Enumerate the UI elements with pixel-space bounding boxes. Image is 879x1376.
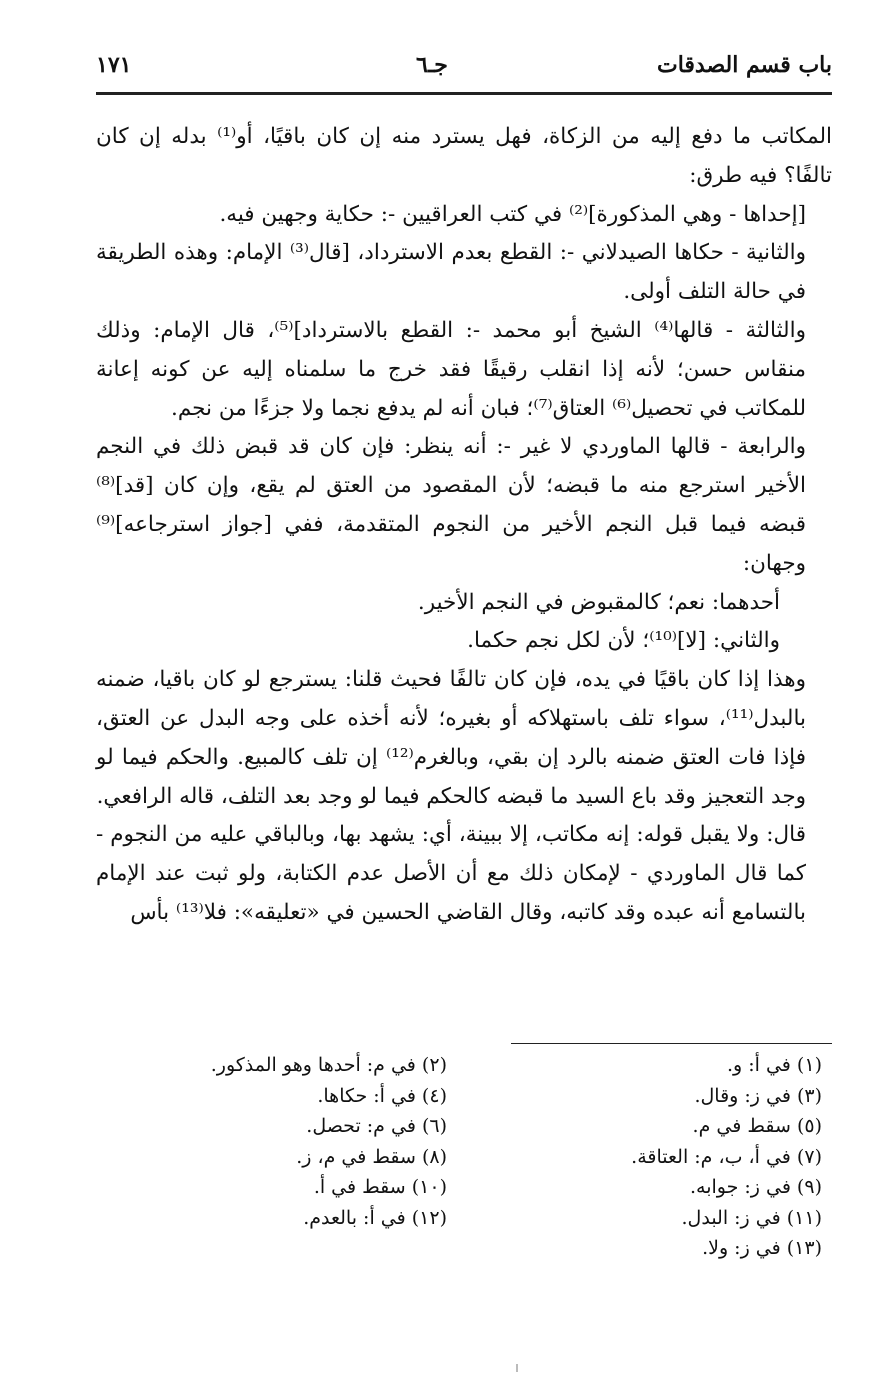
running-header [96, 48, 832, 88]
footnote: (١٠) سقط في أ. [313, 1176, 447, 1198]
footnote: (٥) سقط في م. [692, 1115, 822, 1137]
header-rule [96, 92, 832, 95]
footnote: (١) في أ: و. [727, 1054, 822, 1076]
footnote: (٣) في ز: وقال. [694, 1084, 822, 1107]
footnote: (١١) في ز: البدل. [681, 1206, 822, 1229]
paragraph: والثالثة - قالها⁽⁴⁾ الشيخ أبو محمد -: القطع بالاسترداد]⁽⁵⁾، قال الإمام: وذلك منقاس حسن؛ لأنه إذا انقلب رقيقًا فقد خرج ما سلمناه إليه عن كونه إعانة للمكاتب في تحصيل⁽⁶⁾ العتاق⁽⁷⁾؛ فبان أنه لم يدفع نجما ولا جزءًا من نجم. [96, 317, 806, 421]
paragraph: والثاني: [لا]⁽¹⁰⁾؛ لأن لكل نجم حكما. [467, 628, 780, 654]
volume-label: جـ٦ [416, 52, 448, 78]
paragraph: قال: ولا يقبل قوله: إنه مكاتب، إلا ببينة، أي: يشهد بها، وبالباقي عليه من النجوم - كما قال الماوردي - لإمكان ذلك مع أن الأصل عدم الكتابة، ولو ثبت عند الإمام بالتسامع أنه عبده وقد كاتبه، وقال القاضي الحسين في «تعليقه»: فلا⁽¹³⁾ بأس [96, 822, 806, 925]
footnote: (٢) في م: أحدها وهو المذكور. [210, 1054, 447, 1076]
paragraph: [إحداها - وهي المذكورة]⁽²⁾ في كتب العراقيين -: حكاية وجهين فيه. [219, 201, 806, 227]
footnote: (١٣) في ز: ولا. [702, 1237, 822, 1259]
footnote-rule [511, 1043, 832, 1044]
paragraph: والثانية - حكاها الصيدلاني -: القطع بعدم الاسترداد، [قال⁽³⁾ الإمام: وهذه الطريقة في حالة التلف أولى. [96, 240, 806, 305]
paragraph: المكاتب ما دفع إليه من الزكاة، فهل يسترد منه إن كان باقيًا، أو⁽¹⁾ بدله إن كان تالفًا؟ فيه طرق: [96, 124, 833, 188]
footnote: (٩) في ز: جوابه. [689, 1176, 822, 1198]
footnotes-right-column [462, 1050, 822, 1264]
footnote: (٤) في أ: حكاها. [317, 1084, 447, 1107]
footnote: (٨) سقط في م، ز. [296, 1145, 447, 1168]
footnotes-left-column [87, 1050, 447, 1233]
paragraph: أحدهما: نعم؛ كالمقبوض في النجم الأخير. [417, 589, 780, 615]
paragraph: والرابعة - قالها الماوردي لا غير -: أنه ينظر: فإن كان قد قبض ذلك في النجم الأخير استرجع منه ما قبضه؛ لأن المقصود من العتق لم يقع، وإن كان [قد]⁽⁸⁾ قبضه فيما قبل النجم الأخير من النجوم المتقدمة، ففي [جواز استرجاعه]⁽⁹⁾ وجهان: [96, 434, 806, 576]
footnote: (١٢) في أ: بالعدم. [303, 1206, 447, 1229]
footnote: (٦) في م: تحصل. [306, 1115, 447, 1137]
page-number: ١٧١ [96, 52, 132, 78]
scan-mark [516, 1364, 518, 1372]
paragraph: وهذا إذا كان باقيًا في يده، فإن كان تالفًا فحيث قلنا: يسترجع لو كان باقيا، ضمنه بالبدل⁽¹¹⁾، سواء تلف باستهلاكه أو بغيره؛ لأنه أخذه على وجه البدل عن العتق، فإذا فات العتق ضمنه بالرد إن بقي، وبالغرم⁽¹²⁾ إن تلف كالمبيع. والحكم فيما لو وجد التعجيز وقد باع السيد ما قبضه كالحكم فيما لو وجد بعد التلف، قاله الرافعي. [96, 667, 806, 809]
main-text [96, 118, 832, 933]
chapter-title: باب قسم الصدقات [656, 52, 832, 78]
footnote: (٧) في أ، ب، م: العتاقة. [631, 1145, 822, 1168]
